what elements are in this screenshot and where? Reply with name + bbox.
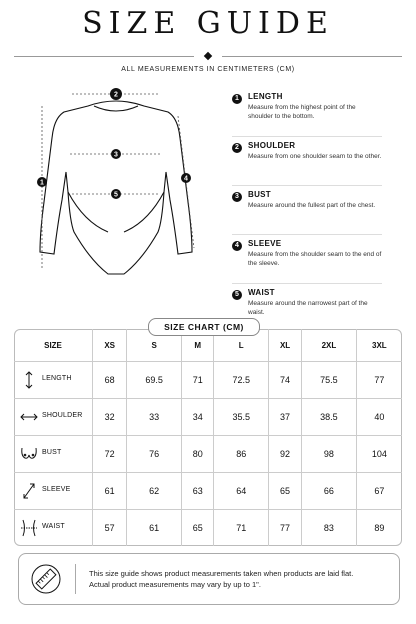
- length-arrow-icon: [20, 370, 38, 390]
- table-row: [14, 436, 402, 473]
- measurement-note: [18, 553, 400, 605]
- header-size: SIZE: [14, 329, 93, 362]
- marker-bust: 3: [114, 151, 118, 159]
- marker-length: 1: [40, 179, 44, 187]
- table-cell: 65: [269, 473, 302, 510]
- legend-desc: Measure from the shoulder seam to the end of the sleeve.: [248, 251, 382, 267]
- table-cell: 61: [127, 510, 182, 547]
- table-row: [14, 510, 402, 547]
- table-cell: 33: [127, 399, 182, 436]
- table-cell: 61: [93, 473, 127, 510]
- marker-waist: 5: [114, 191, 118, 199]
- table-cell: 89: [374, 523, 385, 533]
- header-xl: XL: [269, 329, 302, 362]
- legend-desc: Measure around the fullest part of the chest.: [248, 202, 376, 209]
- table-cell: 92: [269, 436, 302, 473]
- table-cell: 38.5: [302, 399, 357, 436]
- row-label-sleeve: [14, 473, 93, 510]
- ruler-icon: [31, 564, 61, 594]
- bust-icon: [20, 444, 38, 464]
- row-label: LENGTH: [42, 375, 72, 382]
- waist-icon: [20, 518, 38, 538]
- table-cell: 76: [127, 436, 182, 473]
- page-title: SIZE GUIDE: [82, 6, 334, 41]
- size-chart-table: [14, 329, 402, 546]
- row-label-length: [14, 362, 93, 399]
- table-cell: 98: [302, 436, 357, 473]
- measurement-legend: [232, 92, 382, 332]
- header-l: L: [214, 329, 269, 362]
- legend-num: 5: [232, 290, 242, 300]
- table-cell: 83: [302, 510, 357, 547]
- legend-item-length: [232, 92, 382, 136]
- legend-item-bust: [232, 185, 382, 234]
- table-cell: 104: [356, 436, 402, 473]
- table-cell: 75.5: [302, 362, 357, 399]
- divider-diamond-icon: [204, 52, 212, 60]
- table-cell: 86: [214, 436, 269, 473]
- row-label: SHOULDER: [42, 412, 83, 419]
- table-cell: 72: [93, 436, 127, 473]
- legend-title: BUST: [248, 190, 271, 199]
- table-cell: 80: [181, 436, 213, 473]
- legend-num: 2: [232, 143, 242, 153]
- table-row: [14, 362, 402, 399]
- legend-desc: Measure around the narrowest part of the waist.: [248, 300, 368, 316]
- units-subtitle: ALL MEASUREMENTS IN CENTIMETERS (CM): [121, 66, 295, 73]
- table-cell: 62: [127, 473, 182, 510]
- table-cell: 71: [214, 510, 269, 547]
- legend-num: 1: [232, 94, 242, 104]
- note-divider: [75, 564, 76, 594]
- table-cell: 40: [356, 399, 402, 436]
- table-cell: 77: [269, 510, 302, 547]
- header-m: M: [181, 329, 213, 362]
- header-xs: XS: [93, 329, 127, 362]
- legend-num: 3: [232, 192, 242, 202]
- legend-desc: Measure from the highest point of the shoulder to the bottom.: [248, 104, 356, 120]
- row-label-waist: [14, 510, 93, 547]
- row-label: WAIST: [42, 523, 65, 530]
- table-cell: 64: [214, 473, 269, 510]
- legend-title: WAIST: [248, 288, 275, 297]
- table-cell: 74: [269, 362, 302, 399]
- legend-desc: Measure from one shoulder seam to the other.: [248, 153, 382, 160]
- note-line-1: This size guide shows product measurements taken when products are laid flat.: [89, 569, 354, 578]
- legend-title: SHOULDER: [248, 141, 296, 150]
- table-cell: 69.5: [127, 362, 182, 399]
- size-chart-label: SIZE CHART (CM): [148, 318, 260, 336]
- table-cell: 63: [181, 473, 213, 510]
- table-cell: 67: [356, 473, 402, 510]
- row-label-shoulder: [14, 399, 93, 436]
- bodysuit-diagram: [28, 82, 208, 282]
- legend-item-sleeve: [232, 234, 382, 283]
- divider-left: [14, 56, 194, 57]
- row-label-bust: [14, 436, 93, 473]
- legend-title: LENGTH: [248, 92, 283, 101]
- header-2xl: 2XL: [302, 329, 357, 362]
- table-cell: 72.5: [214, 362, 269, 399]
- header-3xl: 3XL: [356, 329, 402, 362]
- legend-num: 4: [232, 241, 242, 251]
- table-cell: 77: [356, 362, 402, 399]
- legend-title: SLEEVE: [248, 239, 282, 248]
- row-label: BUST: [42, 449, 62, 456]
- table-cell: 34: [181, 399, 213, 436]
- sleeve-arrow-icon: [20, 481, 38, 501]
- table-cell: 37: [269, 399, 302, 436]
- header-s: S: [127, 329, 182, 362]
- table-cell: 35.5: [214, 399, 269, 436]
- table-cell: 71: [181, 362, 213, 399]
- divider-right: [222, 56, 402, 57]
- row-label: SLEEVE: [42, 486, 71, 493]
- table-row: [14, 399, 402, 436]
- marker-sleeve: 4: [184, 175, 188, 183]
- table-cell: 65: [181, 510, 213, 547]
- table-cell: 68: [93, 362, 127, 399]
- table-cell: 57: [93, 510, 127, 547]
- legend-item-shoulder: [232, 136, 382, 185]
- table-cell: 66: [302, 473, 357, 510]
- shoulder-arrow-icon: [20, 407, 38, 427]
- table-row: [14, 473, 402, 510]
- note-line-2: Actual product measurements may vary by up to 1".: [89, 580, 261, 589]
- marker-shoulder: 2: [114, 91, 118, 99]
- table-cell: 32: [93, 399, 127, 436]
- note-text: [89, 568, 389, 590]
